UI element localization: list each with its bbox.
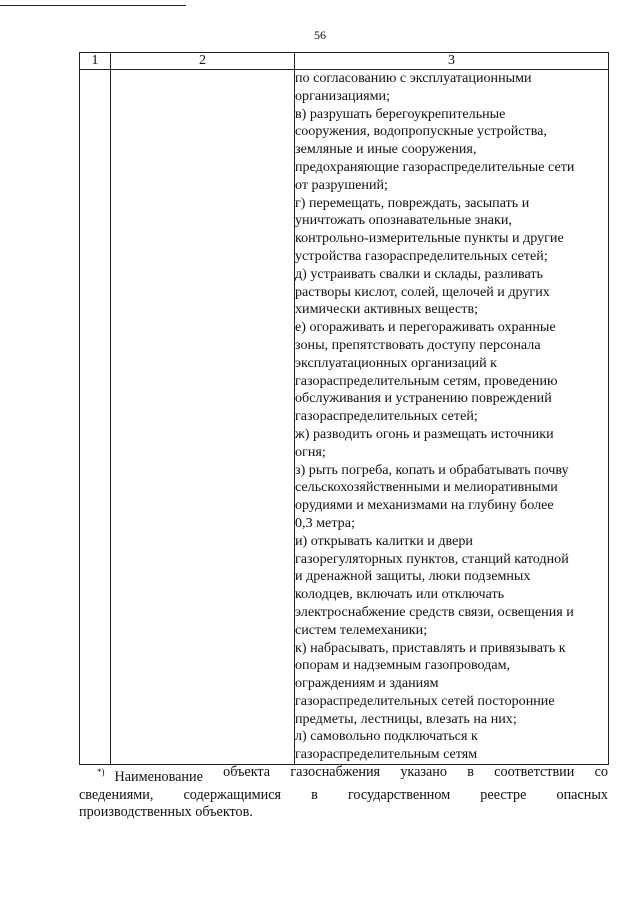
footnote-line-3: производственных объектов.	[79, 804, 253, 820]
text-line: газораспределительным сетям	[295, 746, 478, 763]
column-header-2: 2	[111, 53, 295, 70]
table-header-row	[80, 53, 609, 70]
text-line: колодцев, включать или отключать	[295, 586, 505, 603]
text-line: от разрушений;	[295, 176, 388, 193]
text-line: электроснабжение средств связи, освещения и	[295, 603, 574, 620]
footnote-word: соответствии	[494, 764, 575, 780]
text-line: и) открывать калитки и двери	[295, 532, 473, 549]
text-line: газораспределительных сетей;	[295, 408, 478, 425]
text-line: сельскохозяйственными и мелиоративными	[295, 479, 558, 496]
text-line: 0,3 метра;	[295, 514, 355, 531]
text-line: предметы, лестницы, влезать на них;	[295, 710, 517, 727]
text-line: земляные и иные сооружения,	[295, 141, 477, 158]
footnote-word: в	[467, 764, 474, 780]
text-line: орудиями и механизмами на глубину более	[295, 497, 554, 514]
text-line: сооружения, водопропускные устройства,	[295, 123, 547, 140]
text-line: в) разрушать берегоукрепительные	[295, 105, 506, 122]
column-1-cell	[80, 70, 111, 765]
footnote-word: со	[594, 764, 608, 780]
text-line: опорам и надземным газопроводам,	[295, 657, 511, 674]
footnote-line-2	[79, 787, 608, 805]
footnote-word: государственном	[347, 786, 451, 803]
text-line: зоны, препятствовать доступу персонала	[295, 336, 541, 353]
column-2-cell	[111, 70, 295, 765]
footnote-word: указано	[400, 764, 447, 780]
footnote-word: содержащимися	[183, 786, 282, 803]
text-line: и дренажной защиты, люки подземных	[295, 568, 531, 585]
text-line: химически активных веществ;	[295, 301, 479, 318]
text-line: д) устраивать свалки и склады, разливать	[295, 265, 543, 282]
text-line: газораспределительным сетям, проведению	[295, 372, 558, 389]
footnote-word: в	[311, 786, 318, 803]
text-line: предохраняющие газораспределительные сети	[295, 158, 575, 175]
text-line: растворы кислот, солей, щелочей и других	[295, 283, 550, 300]
footnote-word: опасных	[556, 786, 608, 803]
text-line: е) огораживать и перегораживать охранные	[295, 319, 556, 336]
text-line: устройства газораспределительных сетей;	[295, 247, 548, 264]
table-row	[80, 70, 609, 765]
text-line: газорегуляторных пунктов, станций катодной	[295, 550, 569, 567]
text-line: систем телемеханики;	[295, 621, 428, 638]
column-header-1: 1	[80, 53, 111, 70]
top-rule	[0, 5, 186, 6]
text-line: контрольно-измерительные пункты и другие	[295, 230, 564, 247]
text-line: обслуживания и устранению повреждений	[295, 390, 552, 407]
footnote-word: сведениями,	[79, 786, 154, 803]
footnote-word: газоснабжения	[290, 764, 381, 780]
footnote-word: реестре	[480, 786, 527, 803]
footnote	[79, 764, 608, 822]
text-line: ж) разводить огонь и размещать источники	[295, 425, 554, 442]
footnote-line-1	[79, 764, 608, 787]
text-line: л) самовольно подключаться к	[295, 728, 478, 745]
text-line: г) перемещать, повреждать, засыпать и	[295, 194, 530, 211]
requirements-table	[79, 52, 609, 765]
footnote-marker: *)	[97, 767, 105, 777]
footnote-word: Наименование	[114, 769, 203, 785]
footnote-word: объекта	[223, 764, 271, 780]
footnote-lead	[97, 764, 203, 787]
text-line: по согласованию с эксплуатационными	[295, 70, 532, 86]
text-line: организациями;	[295, 87, 390, 104]
text-line: газораспределительных сетей посторонние	[295, 692, 555, 709]
text-line: ограждениям и зданиям	[295, 675, 439, 692]
text-line: уничтожать опознавательные знаки,	[295, 212, 512, 229]
text-line: эксплуатационных организаций к	[295, 354, 498, 371]
text-line: к) набрасывать, приставлять и привязывать к	[295, 639, 566, 656]
page-number: 56	[314, 28, 326, 42]
column-header-3: 3	[295, 53, 609, 70]
text-line: огня;	[295, 443, 326, 460]
text-line: з) рыть погреба, копать и обрабатывать почву	[295, 461, 569, 478]
column-3-cell	[295, 70, 609, 765]
restrictions-text	[295, 70, 608, 764]
